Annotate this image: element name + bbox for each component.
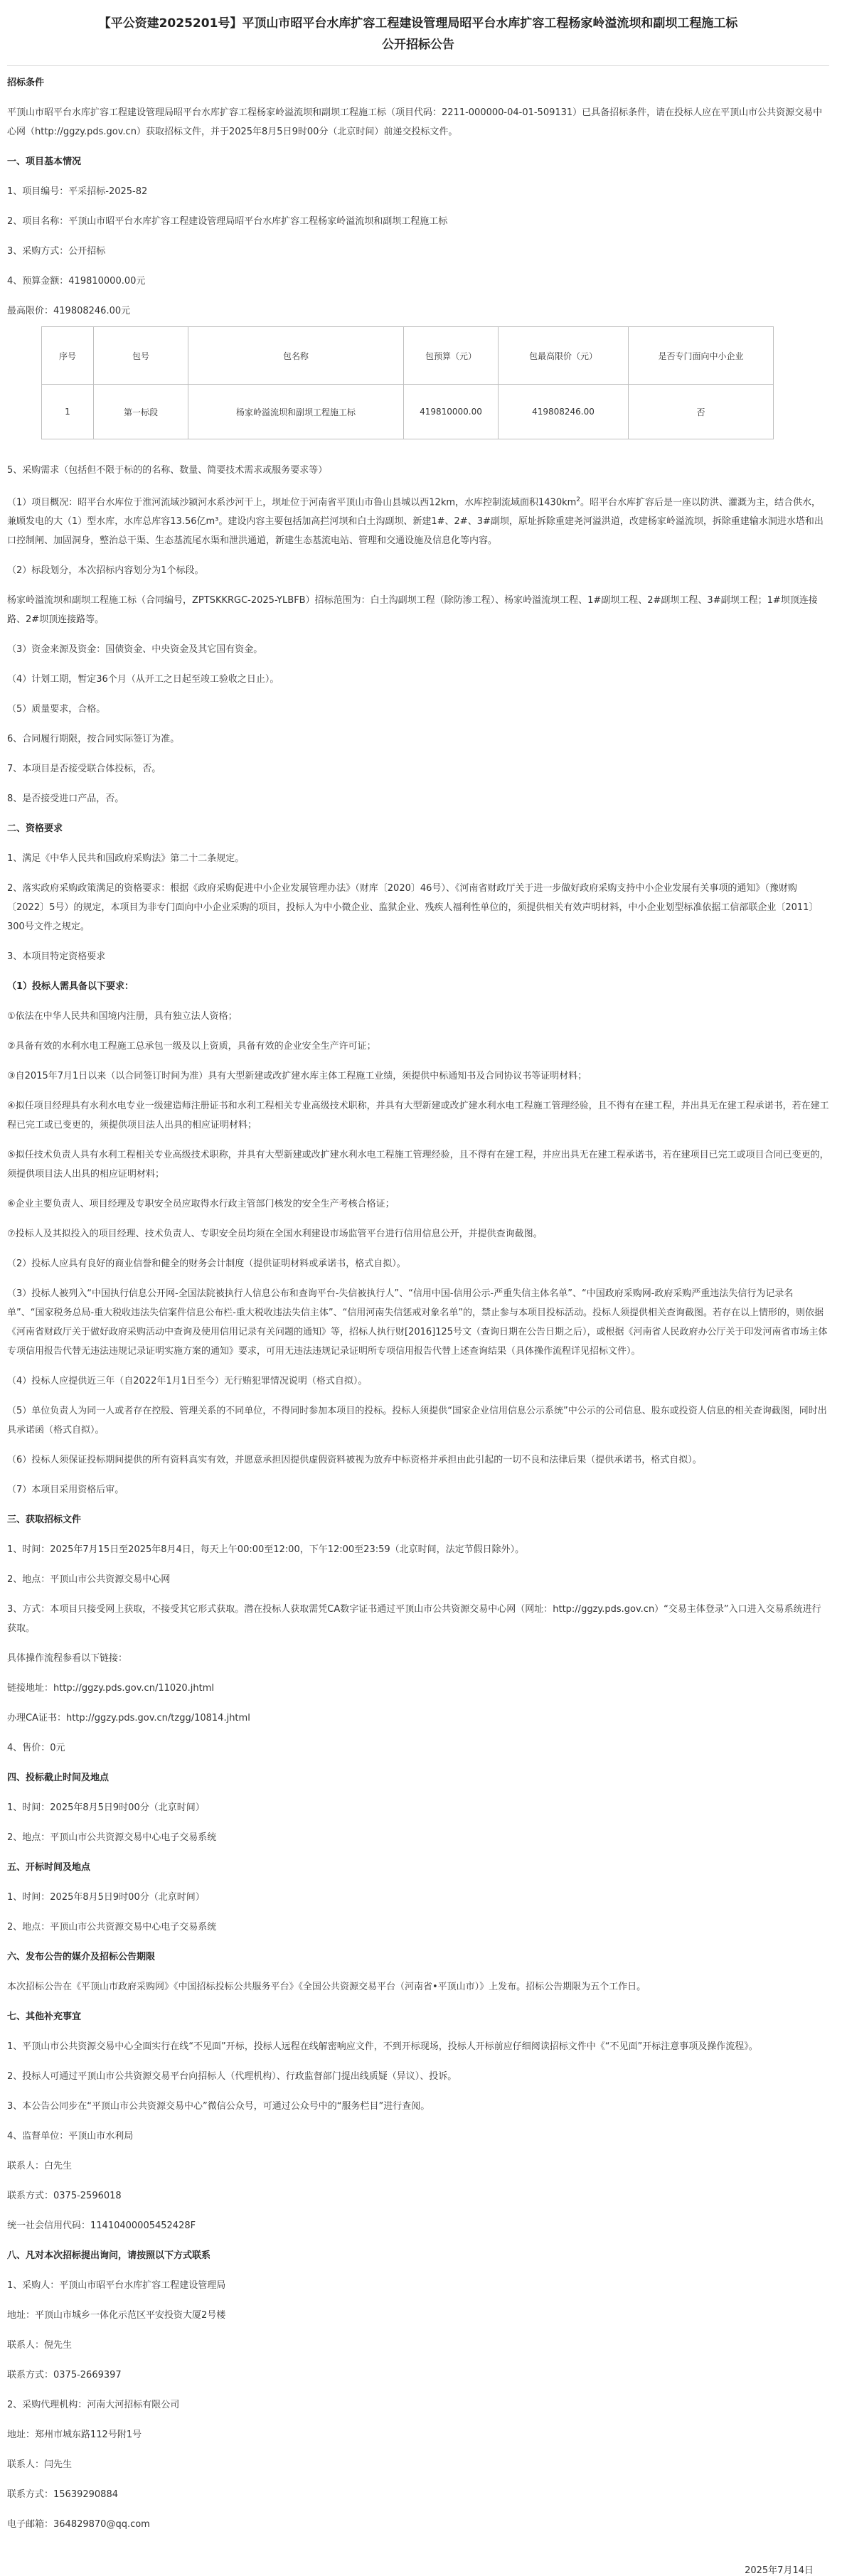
qualification-3: 3、本项目特定资格要求 bbox=[7, 951, 106, 963]
title-line-2: 公开招标公告 bbox=[382, 38, 454, 52]
cell-max-price: 419808246.00 bbox=[499, 385, 629, 439]
construction-period: （4）计划工期，暂定36个月（从开工之日起至竣工验收之日止）。 bbox=[7, 674, 279, 685]
buyer-contact: 联系人：倪先生 bbox=[7, 2340, 73, 2351]
section-heading-6: 六、发布公告的媒介及招标公告期限 bbox=[7, 1952, 156, 1963]
opening-time: 1、时间：2025年8月5日9时00分（北京时间） bbox=[7, 1892, 205, 1903]
section-heading-1: 一、项目基本情况 bbox=[7, 156, 82, 167]
supervisor-contact: 联系人：白先生 bbox=[7, 2161, 73, 2172]
consortium-bid: 7、本项目是否接受联合体投标，否。 bbox=[7, 764, 161, 775]
supplement-1: 1、平顶山市公共资源交易中心全面实行在线“不见面”开标，投标人远程在线解密响应文件，不到开标现场，投标人开标前应仔细阅读招标文件中《“不见面”开标注意事项及操作流程》。 bbox=[7, 2041, 758, 2053]
max-price: 最高限价：419808246.00元 bbox=[7, 306, 131, 316]
qualification-sub6: （6）投标人须保证投标期间提供的所有资料真实有效，并愿意承担因提供虚假资料被视为放弃中标资格并承担由此引起的一切不良和法律后果（提供承诺书，格式自拟）。 bbox=[7, 1455, 702, 1466]
project-overview-part-b: 。昭平台水库扩容后是一座以防洪、灌溉为主，结合供水，兼顾发电的大（1）型水库，水库总库容13.56亿m³。建设内容主要包括加高拦河坝和白土沟副坝、新建1#、2#、3#副坝，原址拆除重建尧河溢洪道，改建杨家岭溢流坝，拆除重建输水洞进水塔和出口控制闸、加固洞身，整治总干渠、生态基流尾水渠和泄洪通道，新建生态基流电站、管理和交通设施及信息化等内容。 bbox=[7, 497, 824, 547]
supplement-2: 2、投标人可通过平顶山市公共资源交易平台向招标人（代理机构）、行政监督部门提出线质疑（异议）、投诉。 bbox=[7, 2071, 457, 2083]
project-overview bbox=[7, 491, 829, 550]
qualification-sub7: （7）本项目采用资格后审。 bbox=[7, 1485, 124, 1496]
agency-contact: 联系人：闫先生 bbox=[7, 2459, 73, 2471]
buyer-name: 1、采购人：平顶山市昭平台水库扩容工程建设管理局 bbox=[7, 2280, 226, 2292]
col-header-max-price: 包最高限价（元） bbox=[499, 327, 629, 385]
procurement-method: 3、采购方式：公开招标 bbox=[7, 246, 106, 257]
cell-lot: 第一标段 bbox=[94, 385, 188, 439]
title-divider bbox=[7, 65, 829, 66]
qualification-sub4: （4）投标人应提供近三年（自2022年1月1日至今）无行贿犯罪情况说明（格式自拟）。 bbox=[7, 1376, 368, 1387]
supplement-3: 3、本公告公同步在“平顶山市公共资源交易中心”微信公众号，可通过公众号中的“服务栏目”进行查阅。 bbox=[7, 2101, 430, 2112]
qualification-c1: ①依法在中华人民共和国境内注册，具有独立法人资格； bbox=[7, 1011, 238, 1022]
obtain-time: 1、时间：2025年7月15日至2025年8月4日，每天上午00:00至12:00，下午12:00至23:59（北京时间，法定节假日除外）。 bbox=[7, 1544, 525, 1556]
section-heading-8: 八、凡对本次招标提出询问，请按照以下方式联系 bbox=[7, 2250, 211, 2262]
agency-phone: 联系方式：15639290884 bbox=[7, 2489, 118, 2501]
qualification-c6: ⑥企业主要负责人、项目经理及专职安全员应取得水行政主管部门核发的安全生产考核合格证； bbox=[7, 1199, 395, 1210]
project-name: 2、项目名称：平顶山市昭平台水库扩容工程建设管理局昭平台水库扩容工程杨家岭溢流坝和副坝工程施工标 bbox=[7, 216, 448, 227]
supervisor-unit: 4、监督单位：平顶山市水利局 bbox=[7, 2131, 134, 2142]
col-header-sme: 是否专门面向中小企业 bbox=[629, 327, 774, 385]
link-operation-guide[interactable]: 链接地址：http://ggzy.pds.gov.cn/11020.jhtml bbox=[7, 1683, 215, 1694]
imported-products: 8、是否接受进口产品，否。 bbox=[7, 793, 124, 805]
links-intro: 具体操作流程参看以下链接： bbox=[7, 1653, 128, 1664]
qualification-sub1-heading: （1）投标人需具备以下要求： bbox=[7, 981, 134, 993]
qualification-1: 1、满足《中华人民共和国政府采购法》第二十二条规定。 bbox=[7, 853, 245, 865]
budget-amount: 4、预算金额：419810000.00元 bbox=[7, 276, 146, 287]
procurement-needs: 5、采购需求（包括但不限于标的的名称、数量、简要技术需求或服务要求等） bbox=[7, 465, 328, 476]
buyer-phone: 联系方式：0375-2669397 bbox=[7, 2370, 122, 2381]
cell-sme: 否 bbox=[629, 385, 774, 439]
obtain-method: 3、方式：本项目只接受网上获取，不接受其它形式获取。潜在投标人获取需凭CA数字证书通过平顶山市公共资源交易中心网（网址：http://ggzy.pds.gov.cn）“交易主体登录”入口进入交易系统进行获取。 bbox=[7, 1604, 821, 1635]
publish-date: 2025年7月14日 bbox=[745, 2565, 814, 2576]
col-header-lot: 包号 bbox=[94, 327, 188, 385]
table-row bbox=[42, 385, 774, 439]
cell-lot-name: 杨家岭溢流坝和副坝工程施工标 bbox=[188, 385, 404, 439]
fund-source: （3）资金来源及资金：国债资金、中央资金及其它国有资金。 bbox=[7, 644, 263, 656]
cell-budget: 419810000.00 bbox=[404, 385, 499, 439]
deadline-place: 2、地点：平顶山市公共资源交易中心电子交易系统 bbox=[7, 1832, 217, 1844]
quality-requirement: （5）质量要求，合格。 bbox=[7, 704, 106, 715]
lot-table bbox=[41, 326, 774, 439]
lot-table-header bbox=[42, 327, 774, 385]
superscript-2: 2 bbox=[576, 496, 581, 503]
opening-place: 2、地点：平顶山市公共资源交易中心电子交易系统 bbox=[7, 1922, 217, 1933]
section-heading-4: 四、投标截止时间及地点 bbox=[7, 1773, 110, 1784]
section-heading-conditions: 招标条件 bbox=[7, 78, 45, 88]
lot-scope: 杨家岭溢流坝和副坝工程施工标（合同编号，ZPTSKKRGC-2025-YLBFB）招标范围为：白土沟副坝工程（除防渗工程）、杨家岭溢流坝工程、1#副坝工程、2#副坝工程、3#副坝工程；1#坝顶连接路、2#坝顶连接路等。 bbox=[7, 595, 818, 626]
qualification-2: 2、落实政府采购政策满足的资格要求：根据《政府采购促进中小企业发展管理办法》（财库〔2020〕46号）、《河南省财政厅关于进一步做好政府采购支持中小企业发展有关事项的通知》（豫财购〔2022〕5号）的规定，本项目为非专门面向中小企业采购的项目，投标人为中小微企业、监狱企业、残疾人福利性单位的，须提供相关有效声明材料，中小企业划型标准依据工信部联企业〔2011〕300号文件之规定。 bbox=[7, 883, 819, 933]
project-number: 1、项目编号：平采招标-2025-82 bbox=[7, 186, 148, 197]
cell-index: 1 bbox=[42, 385, 94, 439]
qualification-sub2: （2）投标人应具有良好的商业信誉和健全的财务会计制度（提供证明材料或承诺书，格式自拟）。 bbox=[7, 1258, 406, 1270]
lot-division: （2）标段划分，本次招标内容划分为1个标段。 bbox=[7, 565, 204, 577]
obtain-place: 2、地点：平顶山市公共资源交易中心网 bbox=[7, 1574, 171, 1586]
conditions-text: 平顶山市昭平台水库扩容工程建设管理局昭平台水库扩容工程杨家岭溢流坝和副坝工程施工标（项目代码：2211-000000-04-01-509131）已具备招标条件，请在投标人应在平顶山市公共资源交易中心网（http://ggzy.pds.gov.cn）获取招标文件，并于2025年8月5日9时00分（北京时间）前递交投标文件。 bbox=[7, 107, 823, 137]
section-heading-7: 七、其他补充事宜 bbox=[7, 2011, 82, 2023]
buyer-address: 地址：平顶山市城乡一体化示范区平安投资大厦2号楼 bbox=[7, 2310, 226, 2321]
deadline-time: 1、时间：2025年8月5日9时00分（北京时间） bbox=[7, 1802, 205, 1814]
announcement-title bbox=[7, 13, 829, 55]
contract-period: 6、合同履行期限，按合同实际签订为准。 bbox=[7, 734, 180, 745]
col-header-budget: 包预算（元） bbox=[404, 327, 499, 385]
link-ca-certificate[interactable]: 办理CA证书：http://ggzy.pds.gov.cn/tzgg/10814.jhtml bbox=[7, 1713, 250, 1724]
section-heading-3: 三、获取招标文件 bbox=[7, 1514, 82, 1526]
qualification-sub5: （5）单位负责人为同一人或者存在控股、管理关系的不同单位，不得同时参加本项目的投标。投标人须提供“国家企业信用信息公示系统”中公示的公司信息、股东或投资人信息的相关查询截图，同时出具承诺函（格式自拟）。 bbox=[7, 1406, 827, 1436]
qualification-c7: ⑦投标人及其拟投入的项目经理、技术负责人、专职安全员均须在全国水利建设市场监管平台进行信用信息公开，并提供查询截图。 bbox=[7, 1229, 543, 1240]
document-price: 4、售价：0元 bbox=[7, 1743, 65, 1754]
agency-email: 电子邮箱：364829870@qq.com bbox=[7, 2519, 150, 2530]
publication-media: 本次招标公告在《平顶山市政府采购网》《中国招标投标公共服务平台》《全国公共资源交易平台（河南省•平顶山市）》上发布。招标公告期限为五个工作日。 bbox=[7, 1982, 646, 1993]
agency-address: 地址：郑州市城东路112号附1号 bbox=[7, 2430, 142, 2441]
qualification-c2: ②具备有效的水利水电工程施工总承包一级及以上资质，具备有效的企业安全生产许可证； bbox=[7, 1041, 376, 1052]
col-header-index: 序号 bbox=[42, 327, 94, 385]
qualification-c5: ⑤拟任技术负责人具有水利工程相关专业高级技术职称，并具有大型新建或改扩建水利水电工程施工管理经验，且不得有在建工程，并应出具无在建工程承诺书，若在建项目已完工或项目合同已变更的，须提供项目法人出具的相应证明材料； bbox=[7, 1150, 829, 1180]
qualification-c3: ③自2015年7月1日以来（以合同签订时间为准）具有大型新建或改扩建水库主体工程施工业绩，须提供中标通知书及合同协议书等证明材料； bbox=[7, 1071, 587, 1082]
section-heading-5: 五、开标时间及地点 bbox=[7, 1862, 91, 1874]
qualification-c4: ④拟任项目经理具有水利水电专业一级建造师注册证书和水利工程相关专业高级技术职称，并具有大型新建或改扩建水利水电工程施工管理经验，且不得有在建工程，并出具无在建工程承诺书，若在建工程已完工或已变更的，须提供项目法人出具的相应证明材料； bbox=[7, 1101, 829, 1131]
supervisor-credit-code: 统一社会信用代码：11410400005452428F bbox=[7, 2220, 196, 2232]
supervisor-phone: 联系方式：0375-2596018 bbox=[7, 2191, 122, 2202]
col-header-lot-name: 包名称 bbox=[188, 327, 404, 385]
project-overview-part-a: （1）项目概况：昭平台水库位于淮河流域沙颍河水系沙河干上，坝址位于河南省平顶山市鲁山县城以西12km，水库控制流域面积1430km bbox=[7, 497, 577, 508]
title-line-1: 【平公资建2025201号】平顶山市昭平台水库扩容工程建设管理局昭平台水库扩容工程杨家岭溢流坝和副坝工程施工标 bbox=[98, 16, 738, 31]
section-heading-2: 二、资格要求 bbox=[7, 823, 63, 835]
agency-name: 2、采购代理机构：河南大河招标有限公司 bbox=[7, 2400, 180, 2411]
qualification-sub3: （3）投标人被列入“中国执行信息公开网-全国法院被执行人信息公布和查询平台-失信被执行人”、“信用中国-信用公示-严重失信主体名单”、“中国政府采购网-政府采购严重违法失信行为记录名单”、“国家税务总局-重大税收违法失信案件信息公布栏-重大税收违法失信主体”、“信用河南失信惩戒对象名单”的，禁止参与本项目投标活动。投标人须提供相关查询截图。若存在以上情形的，则依据《河南省财政厅关于做好政府采购活动中查询及使用信用记录有关问题的通知》等，招标人执行财[2016]125号文（查询日期在公告日期之后），或根据《河南省人民政府办公厅关于印发河南省市场主体专项信用报告代替无违法违规记录证明实施方案的通知》要求，可用无违法违规记录证明所专项信用报告代替上述查询结果（具体操作流程详见招标文件）。 bbox=[7, 1288, 828, 1357]
